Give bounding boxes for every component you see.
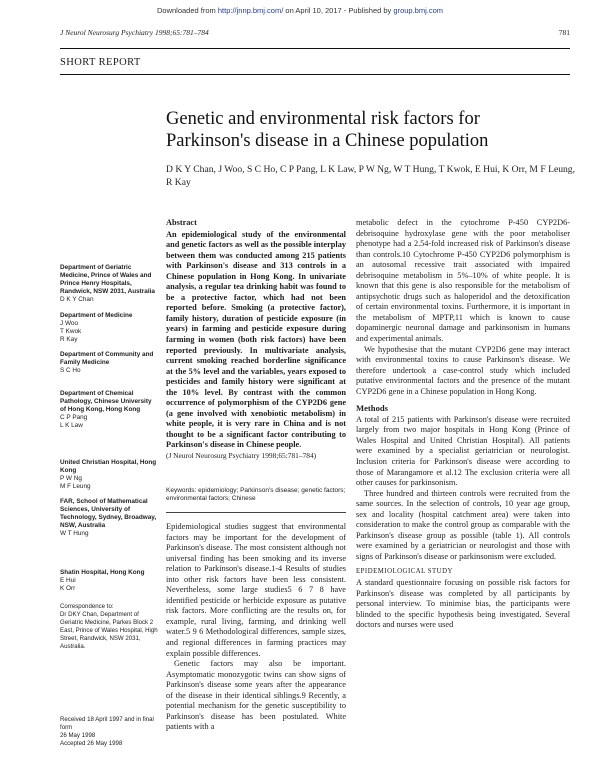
affiliation-name: W T Hung bbox=[60, 529, 89, 537]
affiliation-name: J Woo bbox=[60, 319, 78, 327]
affiliation-org: United Christian Hospital, Hong Kong bbox=[60, 459, 157, 474]
body-paragraph: A standard questionnaire focusing on possible risk factors for Parkinson's disease was completed by all participants by personal interview. To minimise bias, the participants were blinded to the specific hypothesis being investigated. Several doctors and nurses were used bbox=[356, 578, 570, 630]
affiliation-name: R Kay bbox=[60, 335, 78, 343]
affiliation-name: P W Ng bbox=[60, 474, 82, 482]
header-rule bbox=[60, 48, 570, 49]
body-paragraph: metabolic defect in the cytochrome P-450 CYP2D6-debrisoquine hydroxylase gene with the poor metaboliser phenotype had a 2.54-fold increased risk of Parkinson's disease than controls.10 Cytochrome P-450 CYP2D6 polymorphism is an autosomal recessive trait associated with impaired debrisoquine metabolism in 5%–10% of white people. It is known that this gene is also responsible for the metabolism of antipsychotic drugs such as haloperidol and the detoxification of certain environmental toxins. Furthermore, it is important in the metabolism of MPTP,11 which is known to cause dopaminergic neuronal damage and parkinsonism in humans and experimental animals. bbox=[356, 218, 570, 344]
body-paragraph: We hypothesise that the mutant CYP2D6 gene may interact with environmental toxins to cause Parkinson's disease. We therefore undertook a case-control study which included putative environmental factors and the presence of the mutant CYP2D6 gene in a Chinese population in Hong Kong. bbox=[356, 344, 570, 396]
affiliation-geriatric-medicine bbox=[60, 264, 158, 304]
affiliation-name: T Kwok bbox=[60, 327, 82, 335]
affiliation-org: Shatin Hospital, Hong Kong bbox=[60, 569, 145, 576]
affiliation-name: C P Pang bbox=[60, 413, 88, 421]
section-label: SHORT REPORT bbox=[60, 57, 141, 68]
abstract-heading: Abstract bbox=[166, 218, 197, 227]
affiliation-org: Department of Chemical Pathology, Chinese University of Hong Kong, Hong Kong bbox=[60, 390, 152, 413]
intro-paragraph: Epidemiological studies suggest that environmental factors may be important for the development of Parkinson's disease. The most consistent although not universal finding has been smoking and its inverse relation to Parkinson's disease.1-4 Results of studies into other risk factors have been less consistent. Nevertheless, some large studies5 6 7 8 have identified pesticide or herbicide exposure as putative risk factors. More conflicting are the results on, for example, rural living, farming, and drinking well water.5 9 6 Methodological differences, sample sizes, and regional differences in farming practices may explain possible differences. bbox=[166, 522, 346, 658]
received-line: 26 May 1998 bbox=[60, 731, 96, 739]
affiliation-org: FAR, School of Mathematical Sciences, University of Technology, Sydney, Broadway, NSW, Australia bbox=[60, 498, 157, 529]
correspondence-address: Dr DKY Chan, Department of Geriatric Medicine, Parkes Block 2 East, Prince of Wales Hospital, High Street, Randwick, NSW 2031, Australia. bbox=[60, 610, 158, 650]
correspondence-label: Correspondence to: bbox=[60, 603, 114, 610]
affiliation-name: S C Ho bbox=[60, 366, 81, 374]
affiliation-community-medicine bbox=[60, 351, 158, 375]
publisher-link[interactable]: group.bmj.com bbox=[393, 6, 444, 15]
received-line: Received 18 April 1997 and in final form bbox=[60, 716, 154, 731]
section-rule bbox=[60, 74, 570, 75]
author-list: D K Y Chan, J Woo, S C Ho, C P Pang, L K Law, P W Ng, W T Hung, T Kwok, E Hui, K Orr, M F Leung, R Kay bbox=[166, 164, 575, 188]
affiliation-united-christian bbox=[60, 459, 158, 491]
correspondence bbox=[60, 603, 158, 650]
journal-site-link[interactable]: http://jnnp.bmj.com/ bbox=[217, 6, 284, 15]
affiliation-org: Department of Geriatric Medicine, Prince of Wales and Prince Henry Hospitals, Randwick, NSW 2031, Australia bbox=[60, 264, 155, 295]
intro-paragraph: Genetic factors may also be important. Asymptomatic monozygotic twins can show signs of Parkinson's disease some years after the appearance of the disease in their identical siblings.9 Recently, a potential mechanism for the genetic susceptibility to Parkinson's disease has been postulated. White patients with a bbox=[166, 659, 346, 732]
accepted-line: Accepted 26 May 1998 bbox=[60, 739, 123, 747]
affiliation-name: K Orr bbox=[60, 584, 76, 592]
epidemiological-study-heading: EPIDEMIOLOGICAL STUDY bbox=[356, 567, 453, 575]
download-banner bbox=[0, 6, 600, 15]
page-number: 781 bbox=[558, 28, 570, 37]
keywords: Keywords: epidemiology; Parkinson's disease; genetic factors; environmental factors; Chinese bbox=[166, 487, 346, 503]
title-line-2: Parkinson's disease in a Chinese population bbox=[166, 131, 489, 151]
affiliation-name: E Hui bbox=[60, 576, 76, 584]
affiliation-name: M F Leung bbox=[60, 482, 91, 490]
abstract-body: An epidemiological study of the environmental and genetic factors as well as the possible interplay between them was conducted among 215 patients with Parkinson's disease and 313 controls in a Chinese population in Hong Kong. In univariate analysis, a regular tea drinking habit was found to be a protective factor, which had not been reported before. Smoking (a protective factor), family history, duration of pesticide exposure (in years) in farming and pesticide exposure during farming in women (both risk factors) have been reported previously. In multivariate analysis, current smoking reached borderline significance at the 5% level and the variables, years exposed to pesticides and family history were significant at the 10% level. By contrast with the common occurrence of polymorphism of the CYP2D6 gene (a gene involved with xenobiotic metabolism) in white people, it is very rare in China and is not thought to be a significant factor contributing to Parkinson's disease in Chinese people. bbox=[166, 229, 346, 450]
article-title bbox=[166, 108, 576, 152]
body-paragraph: Three hundred and thirteen controls were recruited from the same sources. In the selection of controls, 10 year age group, sex and locality (hospital catchment area) were taken into consideration to make the control group as comparable with the Parkinson's disease group as possible (table 1). All controls were examined by a geriatrician or neurologist and those with signs of Parkinson's disease or parkinsonism were excluded. bbox=[356, 488, 570, 561]
body-paragraph: A total of 215 patients with Parkinson's disease were recruited largely from two major hospitals in Hong Kong (Prince of Wales Hospital and United Christian Hospital). All patients were examined by a specialist geriatrician or neurologist. Inclusion criteria for Parkinson's disease were according to those of Marangamore et al.12 The exclusion criteria were all other causes for parkinsonism. bbox=[356, 414, 570, 488]
introduction bbox=[166, 522, 346, 733]
banner-prefix: Downloaded from bbox=[156, 6, 216, 15]
affiliation-chemical-pathology bbox=[60, 390, 158, 430]
received-dates bbox=[60, 716, 158, 748]
abstract-citation: (J Neurol Neurosurg Psychiatry 1998;65:781–784) bbox=[166, 451, 317, 461]
right-column bbox=[356, 218, 570, 631]
abstract bbox=[166, 218, 346, 462]
affiliation-name: L K Law bbox=[60, 421, 83, 429]
banner-middle: on April 10, 2017 - Published by bbox=[285, 6, 392, 15]
journal-citation-header: J Neurol Neurosurg Psychiatry 1998;65:781–784 bbox=[60, 28, 209, 37]
affiliation-far-uts bbox=[60, 498, 158, 538]
affiliation-shatin bbox=[60, 569, 158, 593]
affiliation-org: Department of Medicine bbox=[60, 312, 133, 319]
keywords-rule bbox=[166, 512, 346, 513]
methods-heading: Methods bbox=[356, 403, 388, 414]
title-line-1: Genetic and environmental risk factors for bbox=[166, 109, 480, 129]
affiliation-name: D K Y Chan bbox=[60, 295, 94, 303]
affiliation-medicine bbox=[60, 312, 158, 344]
affiliation-org: Department of Community and Family Medicine bbox=[60, 351, 154, 366]
